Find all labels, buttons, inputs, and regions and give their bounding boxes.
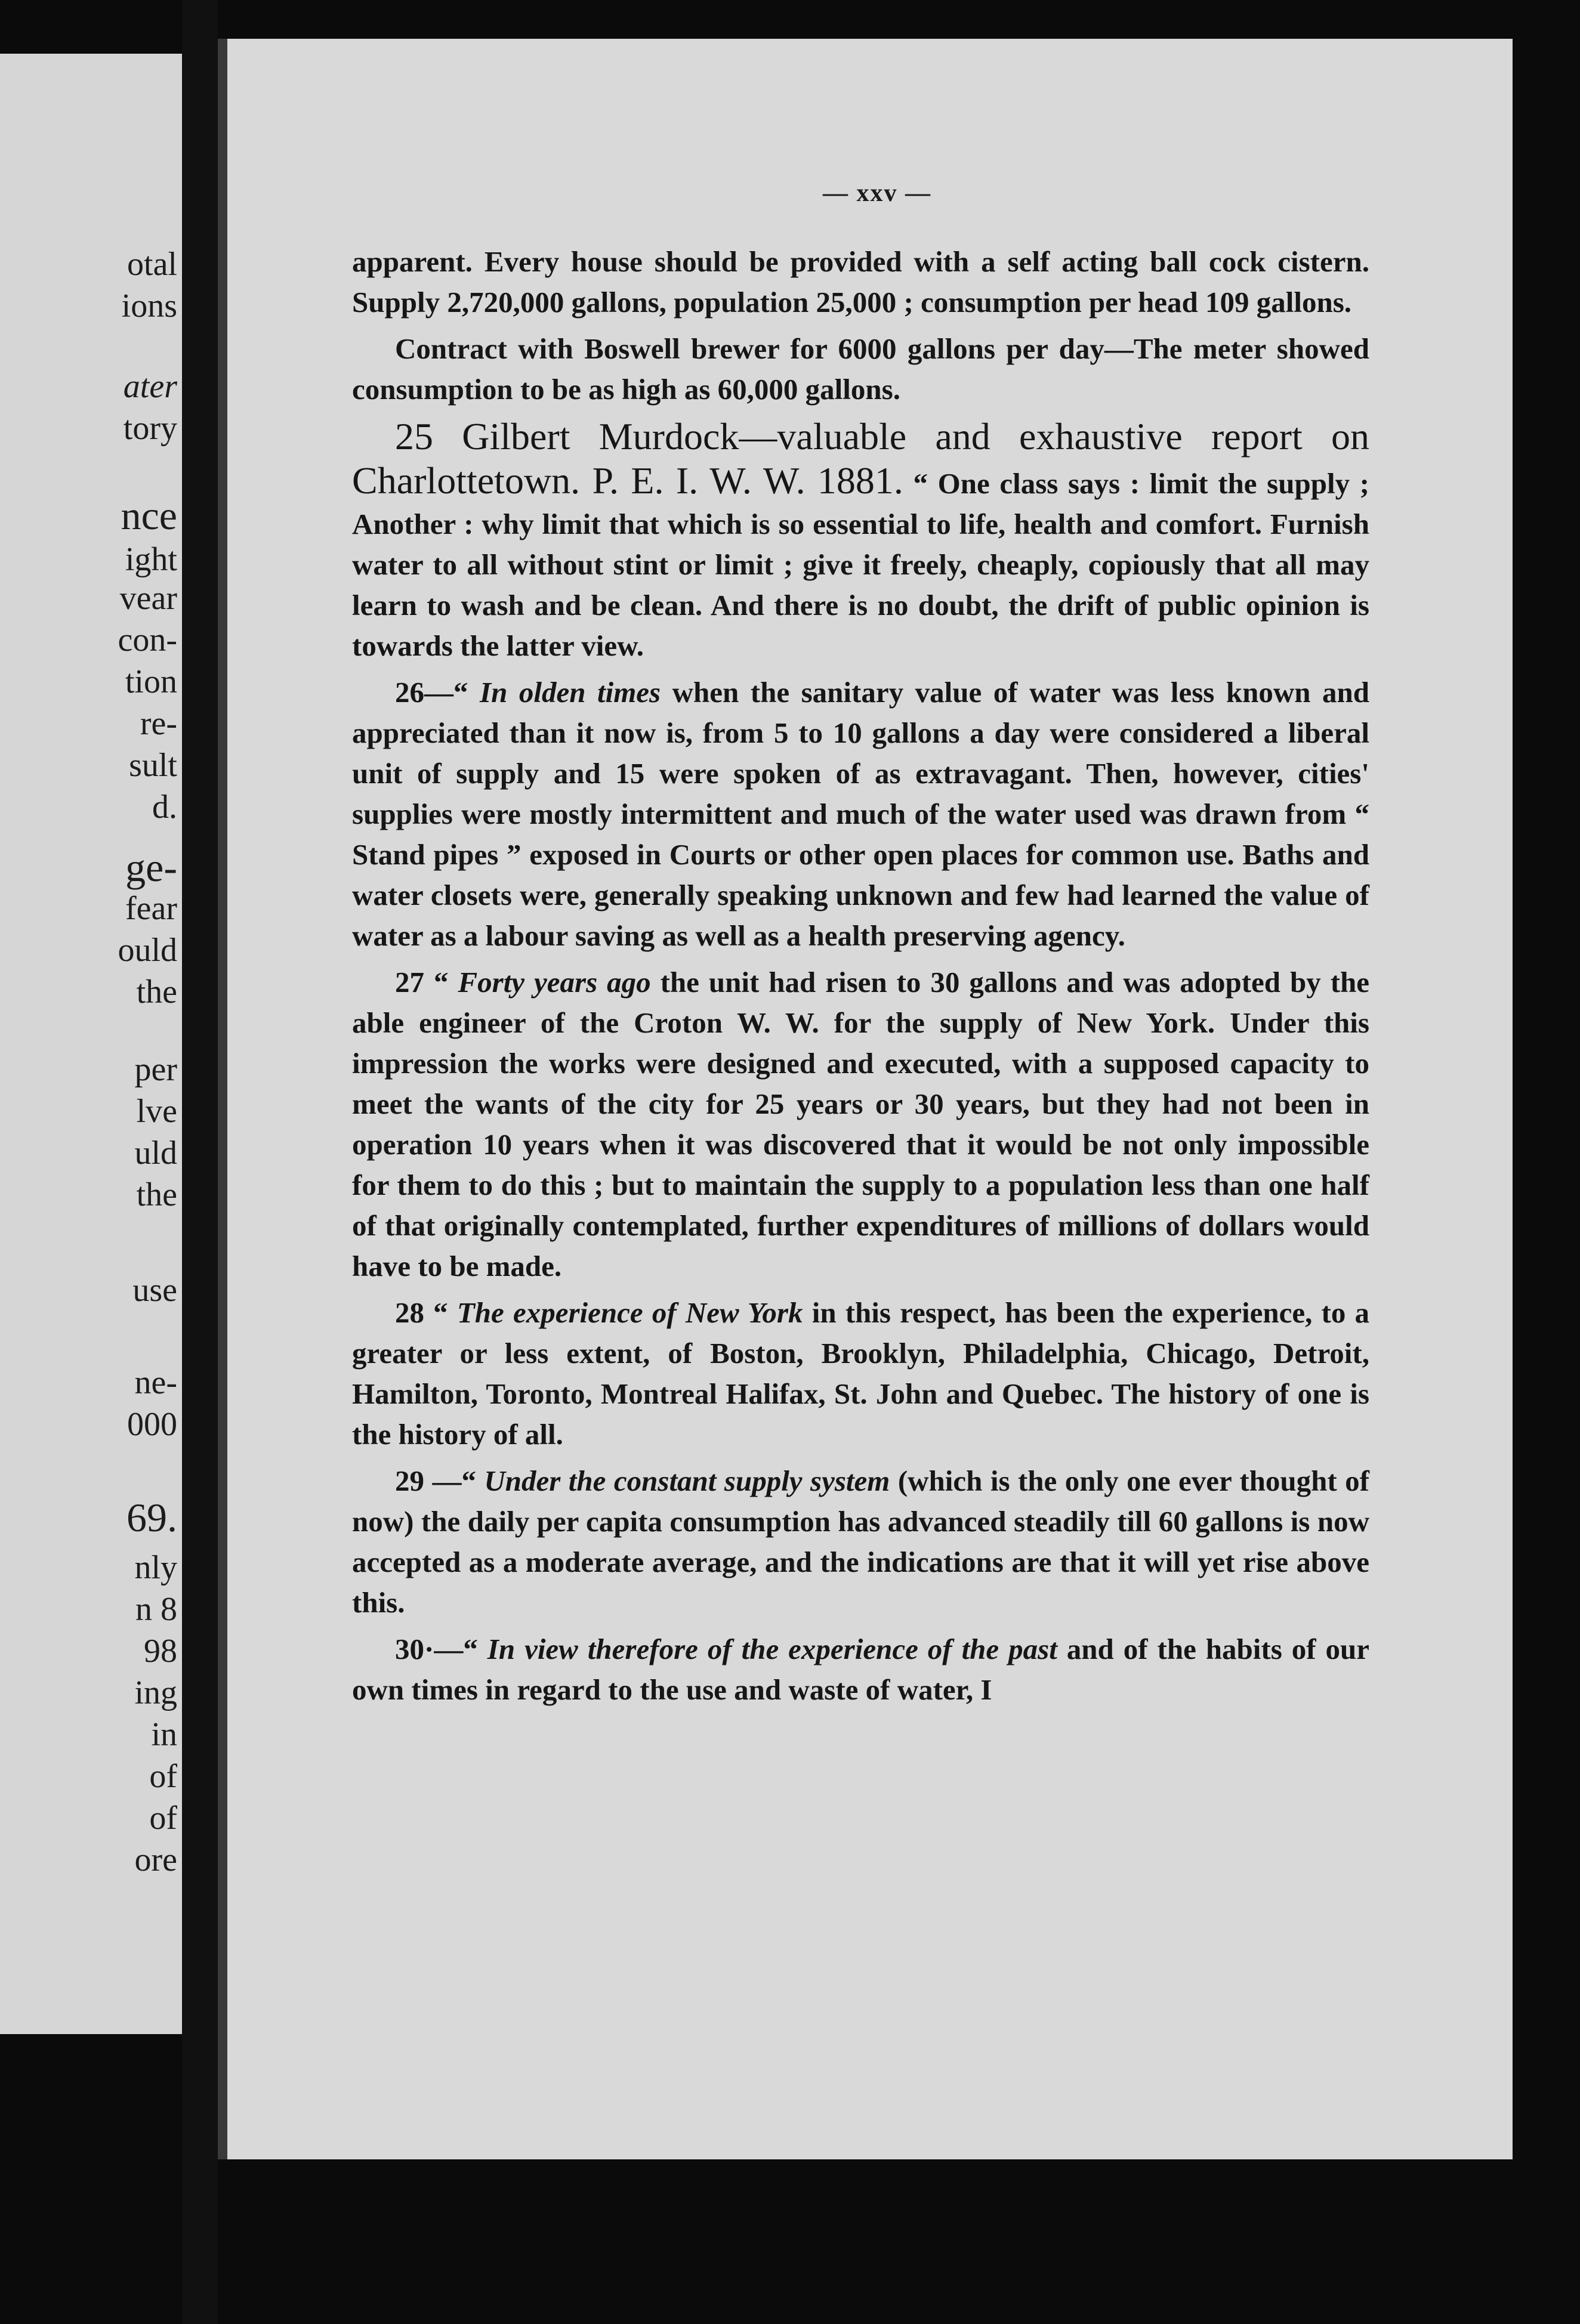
page-number: — xxv — [823,180,931,207]
facing-page-fragment: n 8 [135,1591,177,1628]
facing-page-fragment: nce [121,493,177,538]
facing-page-fragment: lve [136,1093,177,1130]
facing-page-fragment: 000 [127,1406,177,1443]
facing-page-fragment: of [149,1800,177,1837]
paragraph-26-number: 26—“ [395,676,468,709]
paragraph-28-lead: The experience of New York [456,1296,803,1329]
paragraph-27 [352,962,1369,1287]
facing-page-fragment: ions [121,288,177,325]
facing-page-fragment: sult [129,747,177,784]
facing-page-fragment: vear [119,580,177,617]
facing-page-fragment: con- [118,622,177,659]
facing-page-fragment: the [136,1176,177,1213]
paragraph-3 [352,416,1369,666]
body-text [352,242,1369,1716]
facing-page-fragment: in [151,1716,177,1753]
facing-page-fragment: ould [118,932,177,969]
facing-page-fragment: ing [134,1674,177,1711]
facing-page-fragment: ater [123,368,177,405]
facing-page-fragment: fear [125,890,177,927]
facing-page-fragment: 69. [126,1495,177,1540]
facing-page-fragment: of [149,1758,177,1795]
paragraph-27-number: 27 “ [395,966,449,999]
facing-page-fragment: ore [134,1841,177,1878]
facing-page-fragment: per [134,1051,177,1088]
facing-page-fragment: use [132,1272,177,1309]
section-heading-25: 25 Gilbert Murdock—valuable and exhaustive report on Charlottetown. P. E. I. W. W. 1881. [352,415,1369,502]
paragraph-30-number: 30·—“ [395,1633,478,1665]
facing-page-fragment: ight [125,541,177,578]
facing-page-fragment: re- [140,705,177,742]
paragraph-29-number: 29 —“ [395,1464,476,1497]
paragraph-28 [352,1293,1369,1455]
facing-page-fragment: otal [127,246,177,283]
paragraph-29-lead: Under the constant supply system [484,1464,890,1497]
paragraph-27-body: the unit had risen to 30 gallons and was adopted by the able engineer of the Croton W. W. for the supply of New York. Under this impression the works were designed and executed, with a supposed capacity to meet the wants of the city for 25 years or 30 years, but they had not been in operation 10 years when it was discovered that it would be not only impossible for them to do this ; but to maintain the supply to a population less than one half of that originally contemplated, further expenditures of millions of dollars would have to be made. [352,966,1370,1282]
facing-page-fragment: ne- [134,1364,177,1401]
paragraph-29 [352,1461,1369,1623]
facing-page-fragment: ge- [125,845,177,890]
paragraph-27-lead: Forty years ago [458,966,651,999]
paragraph-30-lead: In view therefore of the experience of the past [487,1633,1057,1665]
facing-page-fragment: tion [125,663,177,700]
paragraph-2: Contract with Boswell brewer for 6000 gallons per day—The meter showed consumption to be as high as 60,000 gallons. [352,332,1369,406]
facing-page-fragment: the [136,974,177,1010]
paragraph-28-number: 28 “ [395,1296,448,1329]
paragraph-28-body: in this respect, has been the experience, to a greater or less extent, of Boston, Brooklyn, Philadelphia, Chicago, Detroit, Hamilton, Toronto, Montreal Halifax, St. John and Quebec. The history of one is the history of all. [352,1296,1370,1451]
paragraph-29-body: (which is the only one ever thought of now) the daily per capita consumption has advanced steadily till 60 gallons is now accepted as a moderate average, and the indications are that it will yet rise above this. [352,1464,1369,1619]
facing-page-fragment: uld [134,1135,177,1172]
paragraph-3-body: “ One class says : limit the supply ; Another : why limit that which is so essential to life, health and comfort. Furnish water to all without stint or limit ; give it freely, cheaply, copiously that all may learn to wash and be clean. And there is no doubt, the drift of public opinion is towards the latter view. [352,467,1369,662]
paragraph-26-lead: In olden times [480,676,661,709]
book-gutter [182,0,218,2324]
paragraph-30-body: and of the habits of our own times in regard to the use and waste of water, I [352,1633,1369,1706]
facing-page-fragment: 98 [144,1633,177,1670]
page-edge-shadow [218,39,227,2159]
paragraph-26 [352,672,1369,956]
facing-page-fragment: nly [134,1549,177,1586]
facing-page-fragment: d. [152,789,177,826]
paragraph-30 [352,1629,1369,1710]
paragraph-1: apparent. Every house should be provided with a self acting ball cock cistern. Supply 2,720,000 gallons, population 25,000 ; consumption per head 109 gallons. [352,245,1369,319]
paragraph-26-body: when the sanitary value of water was less known and appreciated than it now is, from 5 to 10 gallons a day were considered a liberal unit of supply and 15 were spoken of as extravagant. Then, however, cities' supplies were mostly intermittent and much of the water used was drawn from “ Stand pipes ” exposed in Courts or other open places for common use. Baths and water closets were, generally speaking unknown and few had learned the value of water as a labour saving as well as a health preserving agency. [352,676,1370,952]
facing-page-fragment: tory [123,410,177,447]
